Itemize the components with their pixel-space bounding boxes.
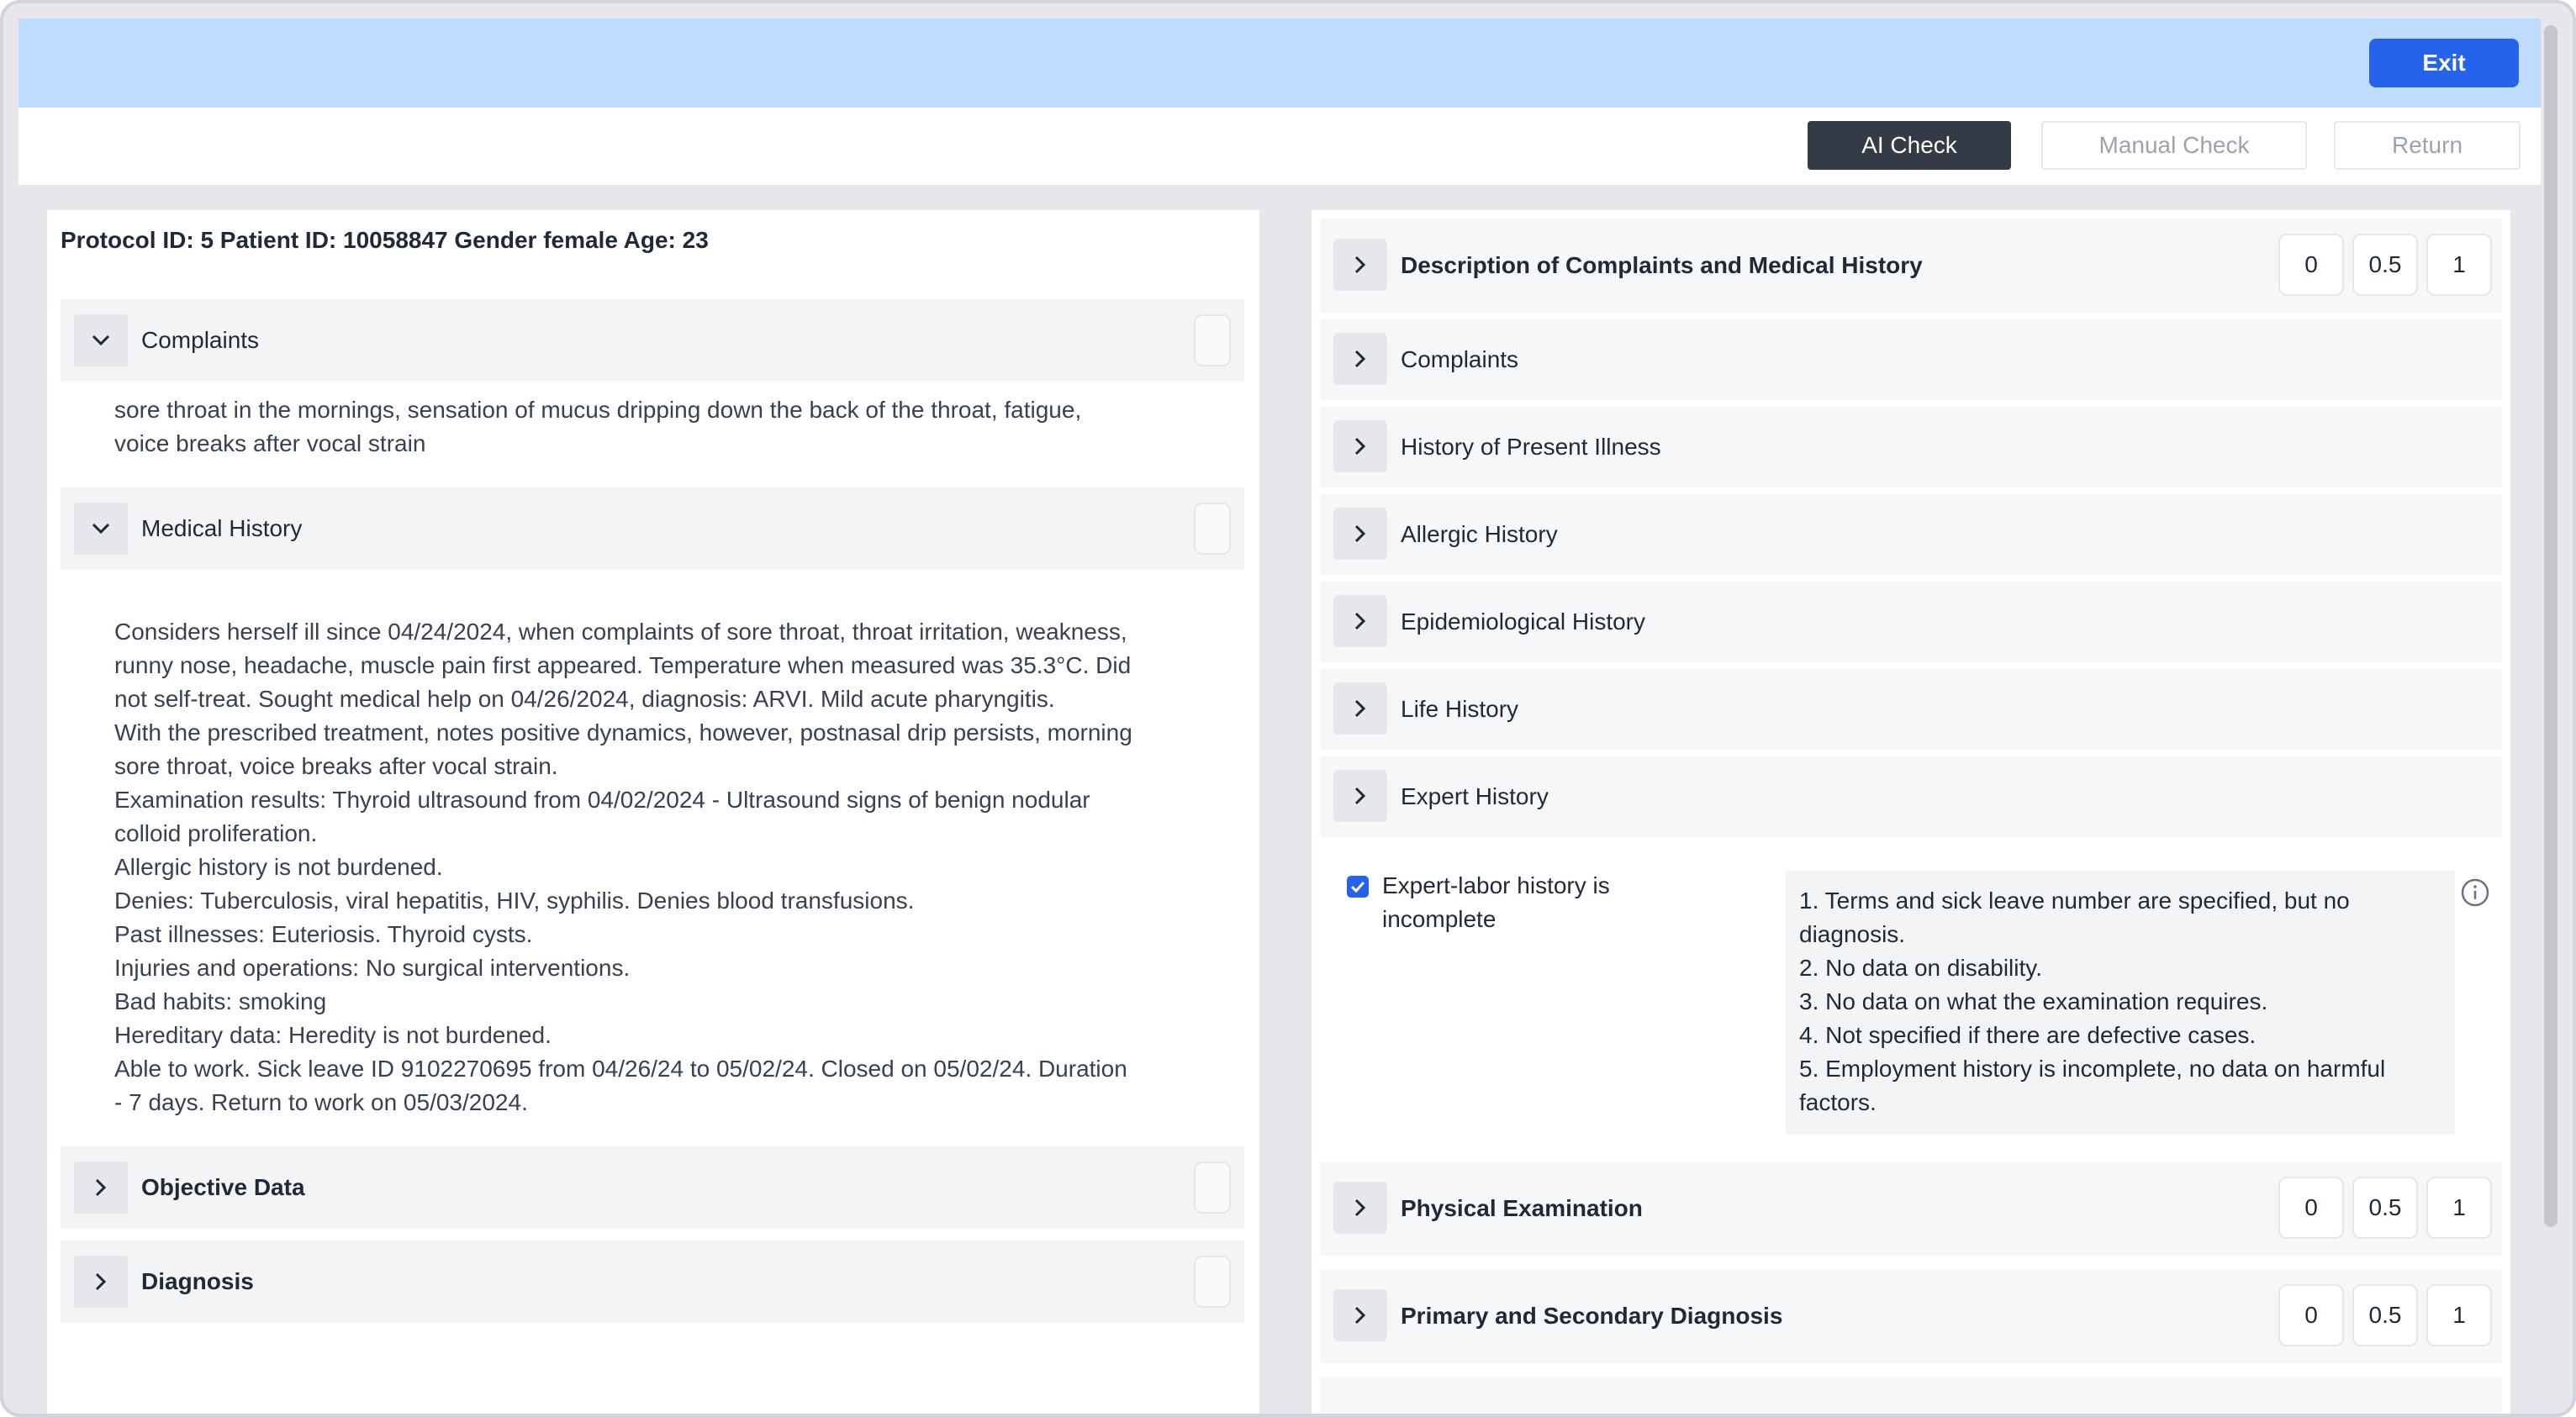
exit-button[interactable]: Exit [2369, 39, 2519, 87]
chevron-right-icon[interactable] [1333, 1182, 1387, 1234]
score-0-5-button[interactable]: 0.5 [2352, 1177, 2418, 1239]
section-checkbox[interactable] [1194, 314, 1231, 366]
issue-checkbox[interactable] [1347, 876, 1369, 898]
section-title: Expert History [1401, 783, 1549, 809]
top-bar [18, 18, 2544, 108]
chevron-right-icon[interactable] [74, 1162, 128, 1214]
score-0-button[interactable]: 0 [2278, 1177, 2344, 1239]
section-checkbox[interactable] [1194, 1162, 1231, 1214]
section-complaints[interactable] [61, 299, 1244, 382]
expert-issue-row [1312, 861, 2510, 1138]
score-0-5-button[interactable]: 0.5 [2352, 234, 2418, 296]
chevron-right-icon[interactable] [1333, 239, 1387, 291]
section-title: Physical Examination [1401, 1195, 1643, 1221]
scrollbar-thumb[interactable] [2544, 25, 2558, 1227]
section-physical-examination[interactable] [1320, 1162, 2502, 1256]
chevron-right-icon[interactable] [1333, 1289, 1387, 1341]
chevron-right-icon[interactable] [1333, 682, 1387, 735]
section-primary-secondary-diagnosis[interactable] [1320, 1269, 2502, 1363]
score-0-5-button[interactable]: 0.5 [2352, 1284, 2418, 1346]
subsection-epidemiological-history[interactable] [1320, 582, 2502, 662]
section-title: Description of Complaints and Medical History [1401, 252, 1923, 278]
subsection-life-history[interactable] [1320, 669, 2502, 750]
subsection-expert-history[interactable] [1320, 756, 2502, 837]
chevron-right-icon[interactable] [1333, 508, 1387, 560]
subsection-present-illness[interactable] [1320, 407, 2502, 487]
issue-label: Expert-labor history is incomplete [1382, 872, 1610, 932]
score-1-button[interactable]: 1 [2426, 1284, 2492, 1346]
section-title: Epidemiological History [1401, 608, 1646, 635]
chevron-right-icon[interactable] [1333, 770, 1387, 822]
evaluation-panel [1312, 210, 2510, 1417]
patient-record-panel [47, 210, 1259, 1417]
medical-history-text: Considers herself ill since 04/24/2024, when complaints of sore throat, throat irritation, weakness, runny nose, headache, muscle pain first appeared. Temperature when measured was 35.3°C. Did not self-treat. Sought medical help on 04/26/2024, diagnosis: ARVI. Mild acute pharyngitis. With the prescribed treatment, notes positive dynamics, however, postnasal drip persists, morning sore throat, voice breaks after vocal strain. Examination results: Thyroid ultrasound from 04/02/2024 - Ultrasound signs of benign nodular colloid proliferation. Allergic history is not burdened. Denies: Tuberculosis, viral hepatitis, HIV, syphilis. Denies blood transfusions. Past illnesses: Euteriosis. Thyroid cysts. Injuries and operations: No surgical interventions. Bad habits: smoking Hereditary data: Heredity is not burdened. Able to work. Sick leave ID 9102270695 from 04/26/24 to 05/02/24. Closed on 05/02/24. Duration - 7 days. Return to work on 05/03/2024. [114, 619, 1132, 1115]
manual-check-button[interactable]: Manual Check [2041, 121, 2307, 170]
ai-check-button[interactable]: AI Check [1808, 121, 2011, 170]
section-title: Complaints [141, 327, 260, 353]
section-title: Medical History [141, 515, 303, 541]
patient-header: Protocol ID: 5 Patient ID: 10058847 Gender female Age: 23 [61, 227, 709, 253]
section-diagnosis[interactable] [61, 1241, 1244, 1323]
subsection-allergic-history[interactable] [1320, 494, 2502, 575]
section-checkbox[interactable] [1194, 1256, 1231, 1308]
section-next-partial [1320, 1377, 2502, 1417]
score-1-button[interactable]: 1 [2426, 234, 2492, 296]
section-objective-data[interactable] [61, 1146, 1244, 1229]
score-0-button[interactable]: 0 [2278, 1284, 2344, 1346]
chevron-down-icon[interactable] [74, 314, 128, 366]
section-title: Allergic History [1401, 521, 1558, 547]
complaints-text: sore throat in the mornings, sensation of mucus dripping down the back of the throat, fatigue, voice breaks after vocal strain [114, 397, 1082, 456]
section-title: Life History [1401, 696, 1519, 722]
issue-details: 1. Terms and sick leave number are specified, but no diagnosis. 2. No data on disability. 3. No data on what the examination requires. 4. Not specified if there are defective cases. 5. Employment history is incomplete, no data on harmful factors. [1786, 871, 2455, 1135]
section-checkbox[interactable] [1194, 503, 1231, 555]
chevron-right-icon[interactable] [74, 1256, 128, 1308]
chevron-down-icon[interactable] [74, 503, 128, 555]
section-title: History of Present Illness [1401, 434, 1661, 460]
return-button[interactable]: Return [2334, 121, 2521, 170]
chevron-right-icon[interactable] [1333, 595, 1387, 647]
chevron-right-icon[interactable] [1333, 333, 1387, 385]
section-medical-history[interactable] [61, 487, 1244, 570]
section-title: Objective Data [141, 1174, 305, 1200]
score-0-button[interactable]: 0 [2278, 234, 2344, 296]
chevron-right-icon[interactable] [1333, 420, 1387, 472]
subsection-complaints[interactable] [1320, 319, 2502, 400]
section-description-complaints-history[interactable] [1320, 219, 2502, 313]
info-icon[interactable] [2460, 877, 2490, 908]
section-title: Diagnosis [141, 1268, 254, 1294]
score-1-button[interactable]: 1 [2426, 1177, 2492, 1239]
section-title: Complaints [1401, 346, 1519, 372]
toolbar [18, 108, 2544, 185]
section-title: Primary and Secondary Diagnosis [1401, 1303, 1783, 1329]
